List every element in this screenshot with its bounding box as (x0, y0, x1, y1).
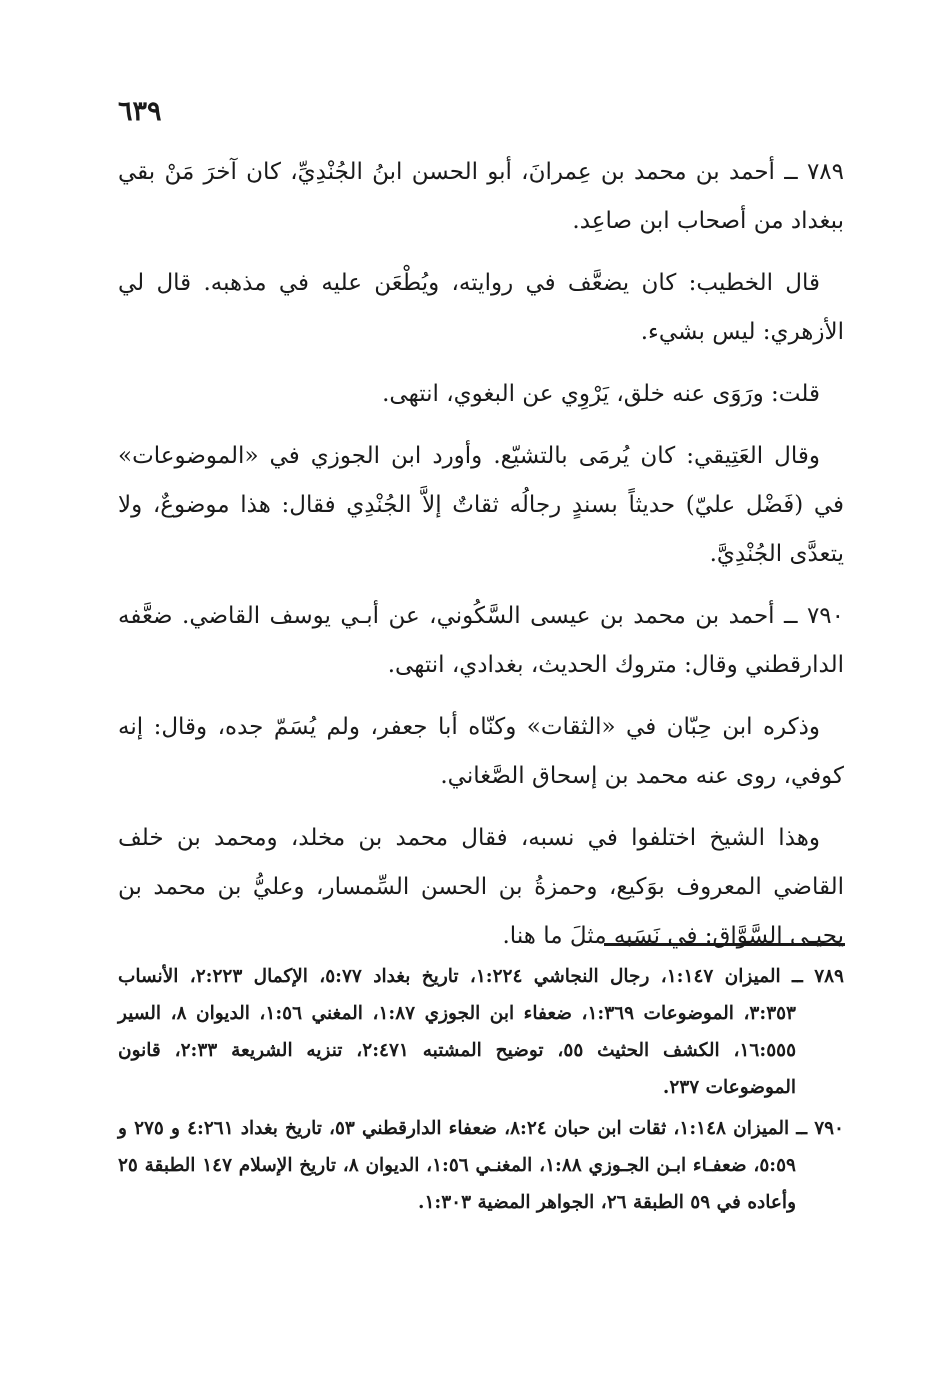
entry-789-note-paragraph: قلت: ورَوَى عنه خلق، يَرْوِي عن البغوي، انتهى. (382, 381, 820, 407)
footnote-789: ٧٨٩ ــ الميزان ١:١٤٧، رجال النجاشي ١:٢٢٤، تاريخ بغداد ٥:٧٧، الإكمال ٢:٢٢٣، الأنساب ٣:٣٥٣، الموضوعات ١:٣٦٩، ضعفاء ابن الجوزي ١:٨٧، المغني ١:٥٦، الديوان ٨، السير ١٦:٥٥٥، الكشف الحثيث ٥٥، توضيح المشتبه ٢:٤٧١، تنزيه الشريعة ٢:٣٣، قانون الموضوعات ٢٣٧. (118, 966, 844, 1098)
entry-790-lineage-paragraph: وهذا الشيخ اختلفوا في نسبه، فقال محمد بن مخلد، ومحمد بن خلف القاضي المعروف بوَكيع، وحمزةُ بن الحسن السِّمسار، وعليُّ بن محمد بن يحيـى السَّوَّاق: في نَسَبه مثلَ ما هنا. (118, 825, 844, 949)
entry-789-atiqi-paragraph: وقال العَتِيقي: كان يُرمَى بالتشيّع. وأورد ابن الجوزي في «الموضوعات» في (فَضْل عليّ) حديثاً بسندٍ رجالُه ثقاتٌ إلاَّ الجُنْدِي فقال: هذا موضوعٌ، ولا يتعدَّى الجُنْدِيَّ. (118, 443, 844, 567)
entry-790-ibn-hibban-paragraph: وذكره ابن حِبّان في «الثقات» وكنّاه أبا جعفر، ولم يُسَمّ جده، وقال: إنه كوفي، روى عنه محمد بن إسحاق الصَّغاني. (118, 714, 844, 789)
page-number: ٦٣٩ (118, 96, 162, 127)
footnote-separator (604, 943, 845, 946)
main-text (118, 148, 844, 974)
entry-790-heading-paragraph: ٧٩٠ ــ أحمد بن محمد بن عيسى السَّكُوني، عن أبـي يوسف القاضي. ضعَّفه الدارقطني وقال: متروك الحديث، بغدادي، انتهى. (118, 603, 844, 678)
footnotes (118, 958, 844, 1225)
footnote-790: ٧٩٠ ــ الميزان ١:١٤٨، ثقات ابن حبان ٨:٢٤، ضعفاء الدارقطني ٥٣، تاريخ بغداد ٤:٢٦١ و ٢٧٥ و ٥:٥٩، ضعفـاء ابـن الجـوزي ١:٨٨، المغنـي ١:٥٦، الديوان ٨، تاريخ الإسلام ١٤٧ الطبقة ٢٥ وأعاده في ٥٩ الطبقة ٢٦، الجواهر المضية ١:٣٠٣. (118, 1118, 844, 1213)
entry-789-heading-paragraph: ٧٨٩ ــ أحمد بن محمد بن عِمرانَ، أبو الحسن ابنُ الجُنْدِيِّ، كان آخرَ مَنْ بقي ببغداد من أصحاب ابن صاعِد. (118, 159, 844, 234)
entry-789-khatib-paragraph: قال الخطيب: كان يضعَّف في روايته، ويُطْعَن عليه في مذهبه. قال لي الأزهري: ليس بشيء. (118, 270, 844, 345)
